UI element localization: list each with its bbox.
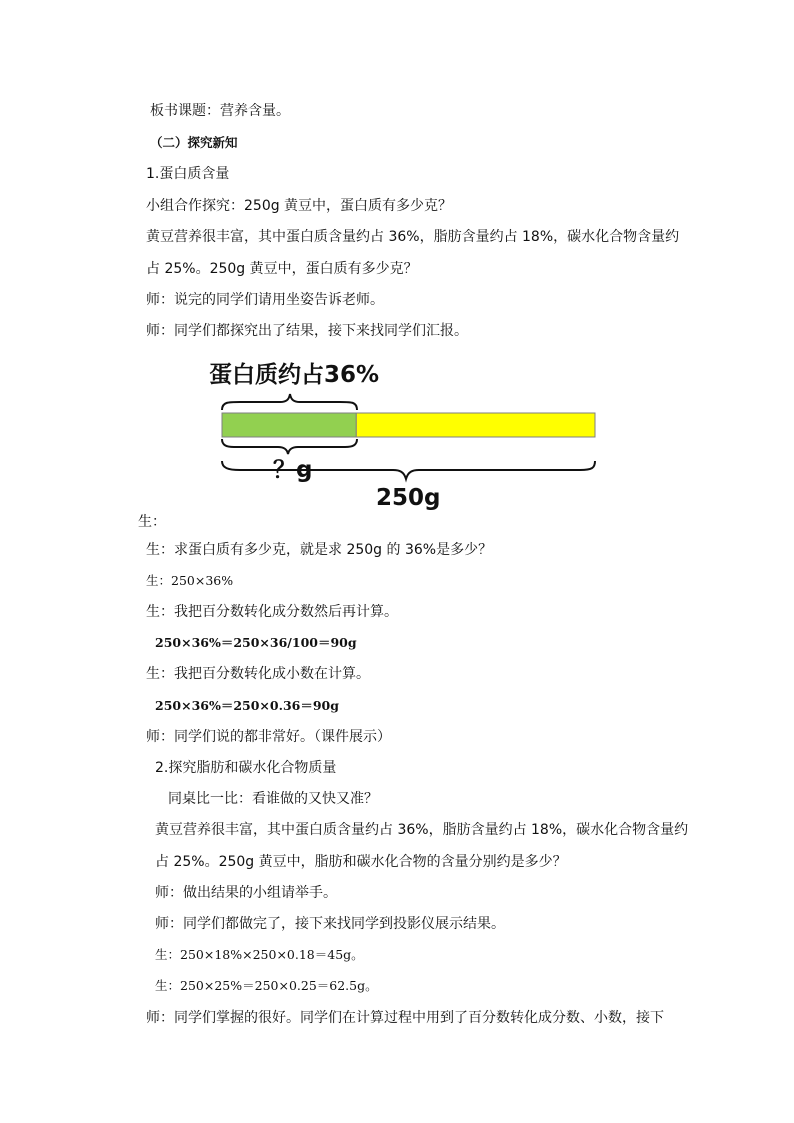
bar-model-diagram: [200, 348, 620, 518]
teacher-line: 师：做出结果的小组请举手。: [155, 885, 337, 901]
subsection-heading: 1.蛋白质含量: [146, 166, 230, 182]
part-label: ？g: [273, 457, 313, 483]
teacher-line: 师：同学们说的都非常好。（课件展示）: [146, 729, 391, 745]
student-line: 生：我把百分数转化成小数在计算。: [146, 666, 370, 682]
student-line: 生：250×18%×250×0.18＝45g。: [155, 947, 364, 962]
formula-line: 250×36%＝250×36/100＝90g: [155, 635, 357, 650]
student-line: 生：250×25%＝250×0.25＝62.5g。: [155, 978, 378, 993]
problem-text-line: 占 25%。250g 黄豆中，脂肪和碳水化合物的含量分别约是多少？: [155, 854, 567, 870]
student-line: 生：求蛋白质有多少克，就是求 250g 的 36%是多少？: [146, 542, 493, 558]
total-label: 250g: [376, 485, 441, 511]
teacher-line: 师：同学们都做完了，接下来找同学到投影仪展示结果。: [155, 916, 505, 932]
student-line: 生：250×36%: [146, 573, 234, 588]
lesson-title-line: 板书课题：营养含量。: [150, 103, 290, 119]
dialogue-line: 师：说完的同学们请用坐姿告诉老师。: [146, 292, 384, 308]
teacher-line: 师：同学们掌握的很好。同学们在计算过程中用到了百分数转化成分数、小数，接下: [146, 1010, 664, 1026]
text-line: 同桌比一比：看谁做的又快又准？: [168, 791, 378, 807]
protein-bar-segment: [222, 413, 356, 437]
text-line: 小组合作探究：250g 黄豆中，蛋白质有多少克？: [146, 198, 453, 214]
formula-line: 250×36%＝250×0.36＝90g: [155, 698, 339, 713]
problem-text-line: 黄豆营养很丰富，其中蛋白质含量约占 36%，脂肪含量约占 18%，碳水化合物含量约: [146, 229, 680, 245]
diagram-title: 蛋白质约占36%: [209, 362, 380, 388]
problem-text-line: 占 25%。250g 黄豆中，蛋白质有多少克？: [146, 261, 418, 277]
remaining-bar-segment: [356, 413, 595, 437]
student-line: 生：我把百分数转化成分数然后再计算。: [146, 604, 398, 620]
student-line: 生：: [138, 514, 166, 530]
top-brace: [222, 394, 357, 410]
problem-text-line: 黄豆营养很丰富，其中蛋白质含量约占 36%，脂肪含量约占 18%，碳水化合物含量约: [155, 822, 689, 838]
subsection-heading: 2.探究脂肪和碳水化合物质量: [155, 760, 337, 776]
section-heading: （二）探究新知: [150, 135, 238, 150]
dialogue-line: 师：同学们都探究出了结果，接下来找同学们汇报。: [146, 323, 468, 339]
